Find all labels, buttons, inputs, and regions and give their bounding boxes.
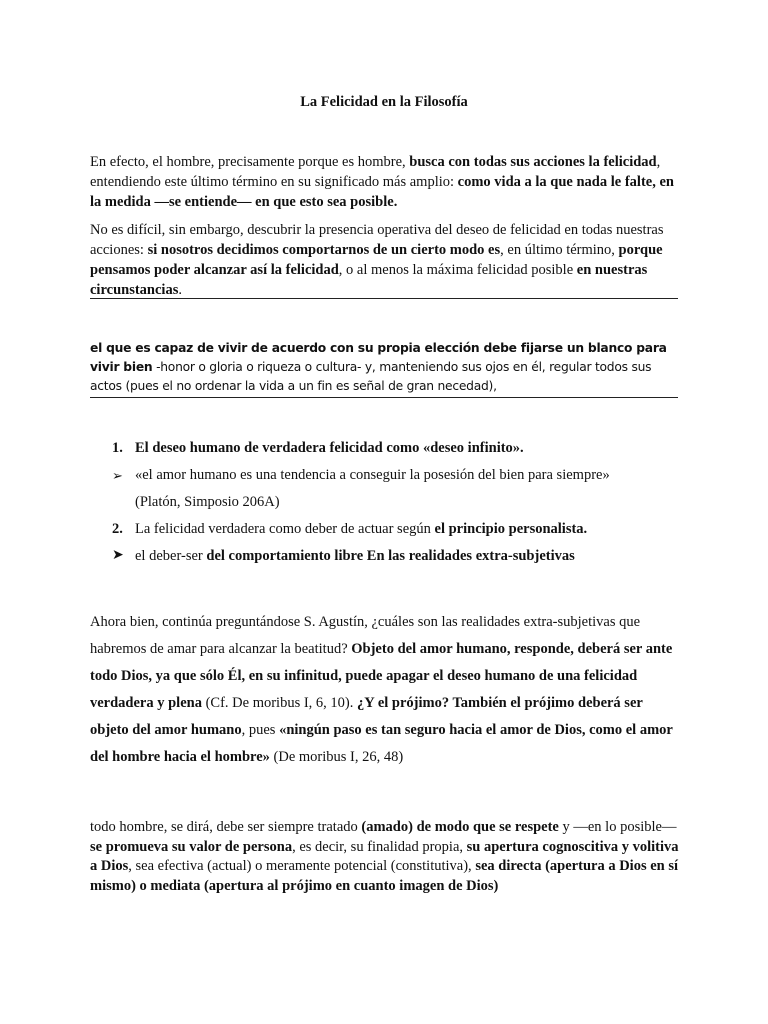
paragraph-4 — [90, 818, 680, 896]
paragraph-3-bold: Objeto del amor humano, responde, deberá ser ante todo Dios, ya que sólo Él, en su infinitud, puede apagar el deseo humano de una felicidad verdadera y plena — [90, 641, 673, 711]
paragraph-2 — [90, 220, 680, 300]
paragraph-4-bold: se promueva su valor de persona — [90, 838, 293, 855]
paragraph-4-text: y —en lo posible— — [558, 819, 677, 835]
list-item-text — [135, 519, 685, 539]
paragraph-1-text: En efecto, el hombre, precisamente porque es hombre, — [90, 154, 410, 170]
divider — [90, 397, 678, 398]
paragraph-3 — [90, 609, 680, 771]
paragraph-2-text: . — [178, 282, 182, 298]
divider — [90, 298, 678, 299]
list-marker: 2. — [112, 521, 123, 537]
list-item-text: El deseo humano de verdadera felicidad como «deseo infinito». — [135, 440, 524, 456]
list-item-text-part: La felicidad verdadera como deber de actuar según — [135, 521, 435, 537]
arrow-bullet-icon: ➢ — [112, 468, 123, 483]
paragraph-1-bold: como vida a la que nada le falte, en la medida —se entiende— en que esto sea posible. — [90, 174, 674, 210]
quote-block — [90, 339, 680, 396]
paragraph-4-text: , sea efectiva (actual) o meramente potencial (constitutiva), — [128, 858, 476, 874]
paragraph-4-bold: su apertura cognoscitiva y volitiva a Dios — [90, 838, 679, 874]
page-title: La Felicidad en la Filosofía — [300, 94, 468, 110]
list-marker: 1. — [112, 440, 123, 456]
paragraph-3-text: , pues — [241, 722, 280, 738]
paragraph-2-text: , o al menos la máxima felicidad posible — [338, 262, 577, 278]
paragraph-2-bold: si nosotros decidimos comportarnos de un cierto modo es — [147, 242, 501, 258]
paragraph-4-text: todo hombre, se dirá, debe ser siempre tratado — [90, 819, 362, 835]
list-item-text: «el amor humano es una tendencia a conseguir la posesión del bien para siempre» — [135, 467, 610, 483]
paragraph-2-text: No es difícil, sin embargo, descubrir la presencia operativa del deseo de felicidad en todas nuestras acciones: — [90, 222, 664, 258]
paragraph-2-text: , en último término, — [500, 242, 619, 258]
list-item-bold: el principio personalista. — [434, 521, 588, 537]
list-item-text-part: el deber-ser — [135, 548, 207, 564]
arrow-bullet-icon: ➤ — [112, 548, 124, 563]
paragraph-3-bold: ¿Y el prójimo? También el prójimo deberá ser objeto del amor humano — [90, 695, 643, 738]
paragraph-3-text: (De moribus I, 26, 48) — [269, 749, 404, 765]
list-item-text — [135, 546, 685, 566]
list-item-bold: del comportamiento libre En las realidades extra-subjetivas — [206, 548, 575, 564]
paragraph-4-bold: (amado) de modo que se respete — [361, 819, 559, 835]
paragraph-4-bold: sea directa (apertura a Dios en sí mismo) o mediata (apertura al prójimo en cuanto imagen de Dios) — [90, 858, 679, 894]
paragraph-3-bold: «ningún paso es tan seguro hacia el amor de Dios, como el amor del hombre hacia el hombre» — [90, 722, 673, 765]
paragraph-1-bold: busca con todas sus acciones la felicidad — [409, 154, 657, 170]
paragraph-1 — [90, 152, 680, 212]
paragraph-1-text: , entendiendo este último término en su significado más amplio: — [90, 154, 661, 190]
paragraph-2-bold: porque pensamos poder alcanzar así la felicidad — [90, 242, 663, 278]
paragraph-3-text: (Cf. De moribus I, 6, 10). — [201, 695, 358, 711]
list-item-text: (Platón, Simposio 206A) — [135, 494, 280, 510]
paragraph-2-bold: en nuestras circunstancias — [90, 262, 648, 298]
quote-text: -honor o gloria o riqueza o cultura- y, manteniendo sus ojos en él, regular todos sus actos (pues el no ordenar la vida a un fin es señal de gran necedad), — [90, 360, 652, 393]
quote-bold: el que es capaz de vivir de acuerdo con su propia elección debe fijarse un blanco para vivir bien — [90, 341, 667, 374]
paragraph-4-text: , es decir, su finalidad propia, — [292, 838, 467, 855]
paragraph-3-text: Ahora bien, continúa preguntándose S. Agustín, ¿cuáles son las realidades extra-subjetivas que habremos de amar para alcanzar la beatitud? — [90, 614, 641, 657]
